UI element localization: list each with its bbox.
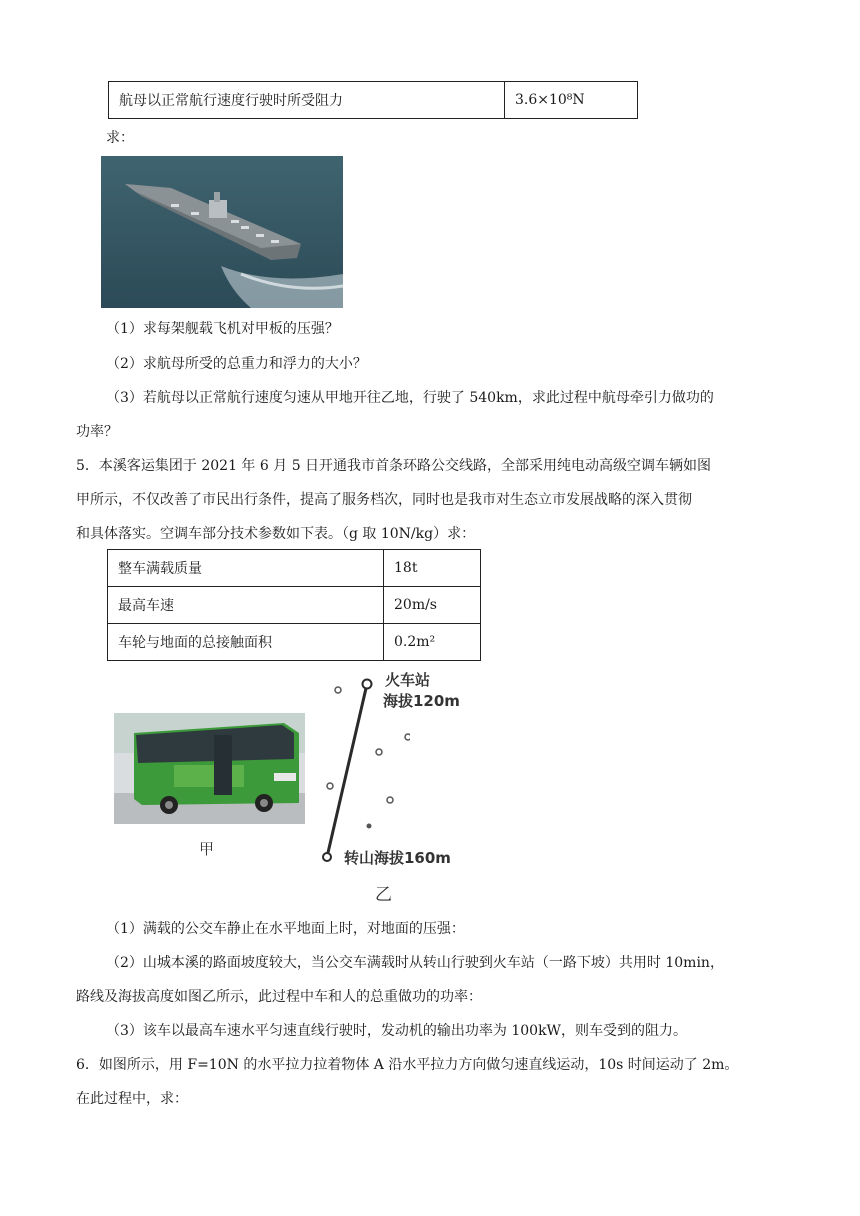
figure-caption-a: 甲: [199, 840, 215, 858]
table-row: [109, 82, 638, 119]
spec-value: 0.2m²: [384, 624, 481, 661]
q6-line-2: 在此过程中，求：: [76, 1091, 188, 1107]
aircraft-carrier-photo: [101, 156, 343, 308]
figure-caption-b: 乙: [375, 885, 392, 905]
carrier-param-value: 3.6×10⁸N: [505, 82, 638, 119]
carrier-param-table: [108, 81, 638, 119]
q4-ask: 求：: [106, 130, 134, 146]
electric-bus-photo: [114, 713, 305, 824]
station-top-label: 火车站: [385, 671, 431, 689]
spec-value: 18t: [384, 550, 481, 587]
q4-part-3-cont: 功率？: [76, 424, 118, 440]
q6-line-1: 6．如图所示，用 F=10N 的水平拉力拉着物体 A 沿水平拉力方向做匀速直线运动，10s 时间运动了 2m。: [76, 1057, 739, 1073]
q5-intro-3: 和具体落实。空调车部分技术参数如下表。（g 取 10N/kg）求：: [76, 526, 476, 542]
bus-spec-table: [107, 549, 481, 661]
q5-intro-1: 5．本溪客运集团于 2021 年 6 月 5 日开通我市首条环路公交线路，全部采用纯电动高级空调车辆如图: [76, 458, 712, 474]
q4-part-1: （1）求每架舰载飞机对甲板的压强？: [106, 321, 339, 337]
carrier-param-label: 航母以正常航行速度行驶时所受阻力: [109, 82, 505, 119]
spec-value: 20m/s: [384, 587, 481, 624]
q4-part-3: （3）若航母以正常航行速度匀速从甲地开往乙地，行驶了 540km，求此过程中航母牵引力做功的: [106, 390, 714, 406]
q5-part-2-cont: 路线及海拔高度如图乙所示，此过程中车和人的总重做功的功率：: [76, 989, 482, 1005]
table-row: [108, 587, 481, 624]
q4-part-2: （2）求航母所受的总重力和浮力的大小？: [106, 356, 367, 372]
station-bottom-label: 转山海拔160m: [344, 849, 451, 867]
spec-label: 最高车速: [108, 587, 384, 624]
station-top-marker: [363, 680, 372, 689]
table-row: [108, 550, 481, 587]
q5-part-2: （2）山城本溪的路面坡度较大，当公交车满载时从转山行驶到火车站（一路下坡）共用时 10min，: [106, 955, 724, 971]
spec-label: 整车满载质量: [108, 550, 384, 587]
table-row: [108, 624, 481, 661]
q5-part-3: （3）该车以最高车速水平匀速直线行驶时，发动机的输出功率为 100kW，则车受到的阻力。: [106, 1023, 687, 1039]
q5-part-1: （1）满载的公交车静止在水平地面上时，对地面的压强：: [106, 921, 465, 937]
spec-label: 车轮与地面的总接触面积: [108, 624, 384, 661]
q5-intro-2: 甲所示，不仅改善了市民出行条件，提高了服务档次，同时也是我市对生态立市发展战略的深入贯彻: [76, 492, 692, 508]
station-bottom-marker: [323, 853, 331, 861]
altitude-top-label: 海拔120m: [383, 692, 460, 710]
